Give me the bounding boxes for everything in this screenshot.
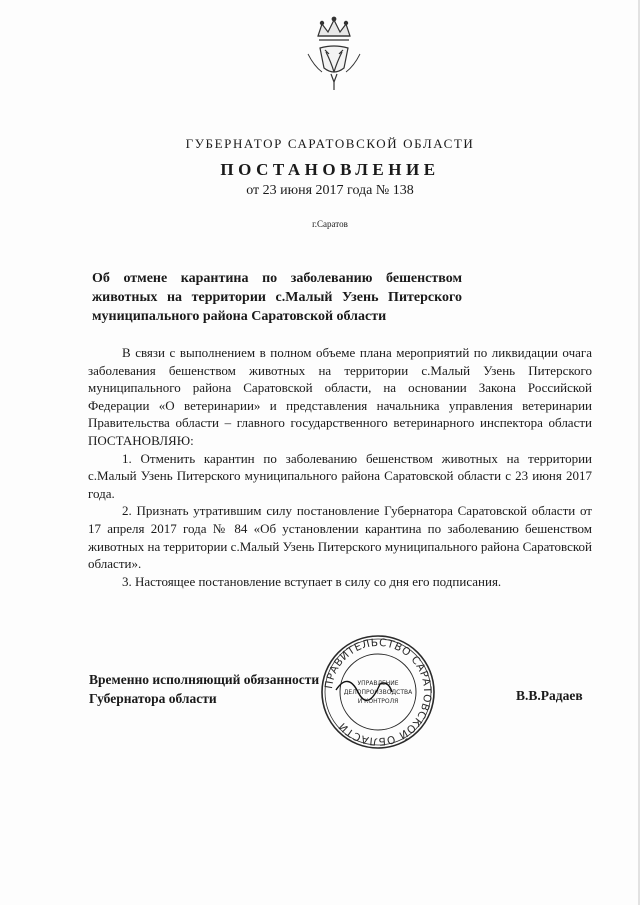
document-subject: Об отмене карантина по заболеванию бешенством животных на территории с.Малый Узень Питерского муниципального района Саратовской области bbox=[92, 271, 462, 324]
stamp-inner-line1: УПРАВЛЕНИЕ bbox=[357, 680, 399, 687]
stamp-inner-line3: И КОНТРОЛЯ bbox=[357, 698, 399, 705]
official-stamp-icon bbox=[318, 632, 438, 752]
stamp-inner-line2: ДЕЛОПРОИЗВОДСТВА bbox=[343, 689, 413, 696]
crown-emblem-icon bbox=[298, 14, 370, 94]
signatory-name: В.В.Радаев bbox=[516, 688, 583, 703]
body-item-2: 2. Признать утратившим силу постановление Губернатора Саратовской области от 17 апреля 2017 года № 84 «Об установлении карантина по заболеванию бешенством животных на территории с.Малый Узень Питерского муниципального района Саратовской области». bbox=[88, 503, 592, 572]
body-preamble: В связи с выполнением в полном объеме плана мероприятий по ликвидации очага заболевания бешенством животных на территории с.Малый Узень Питерского муниципального района Саратовской области, на основании Закона Российской Федерации «О ветеринарии» и представления начальника управления ветеринарии Правительства области – главного государственного ветеринарного инспектора области ПОСТАНОВЛЯЮ: bbox=[88, 345, 592, 448]
signatory-position bbox=[89, 670, 319, 708]
signatory-position-line2: Губернатора области bbox=[89, 691, 217, 706]
body-item-1: 1. Отменить карантин по заболеванию бешенством животных на территории с.Малый Узень Питерского муниципального района Саратовской области с 23 июня 2017 года. bbox=[88, 450, 592, 501]
document-date-number: от 23 июня 2017 года № 138 bbox=[246, 183, 414, 198]
body-item-3: 3. Настоящее постановление вступает в силу со дня его подписания. bbox=[122, 573, 502, 589]
document-type: ПОСТАНОВЛЕНИЕ bbox=[220, 160, 440, 179]
issuer-title: ГУБЕРНАТОР САРАТОВСКОЙ ОБЛАСТИ bbox=[185, 136, 475, 151]
stamp-outer-text: ПРАВИТЕЛЬСТВО САРАТОВСКОЙ ОБЛАСТИ bbox=[323, 636, 434, 748]
document-body bbox=[88, 344, 592, 590]
signatory-position-line1: Временно исполняющий обязанности bbox=[89, 672, 320, 687]
document-city: г.Саратов bbox=[312, 219, 348, 229]
